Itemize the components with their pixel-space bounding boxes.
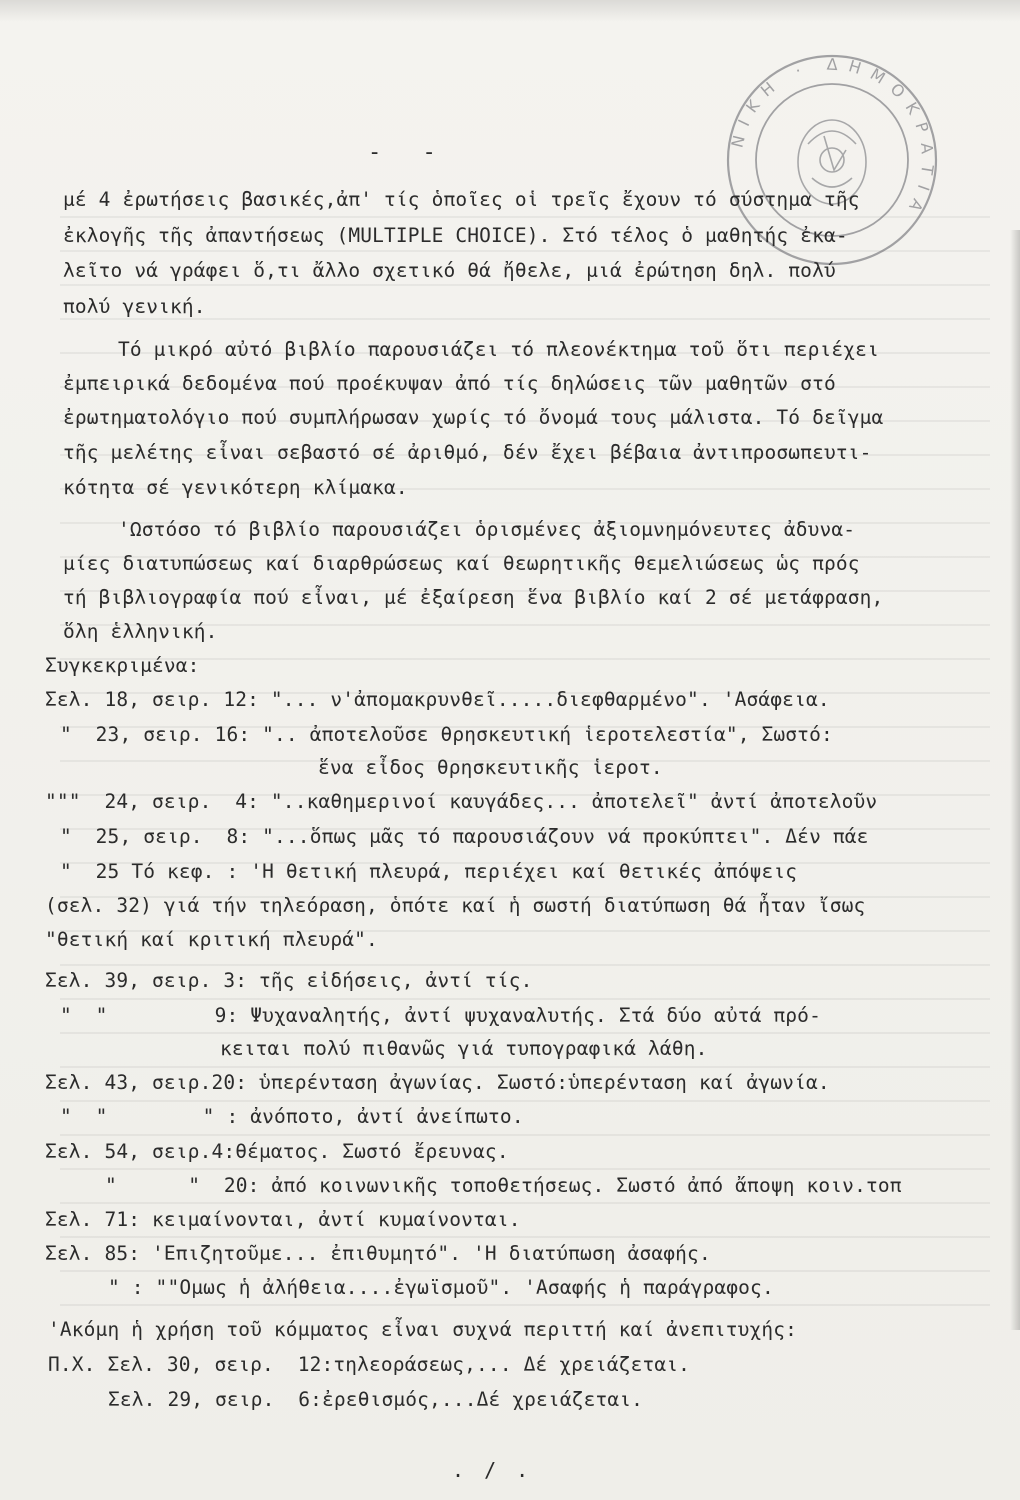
text-line: Τό μικρό αὐτό βιβλίο παρουσιάζει τό πλεονέκτημα τοῦ ὅτι περιέχει — [118, 338, 879, 361]
text-line: " : ""Ομως ἡ ἀλήθεια....ἐγωϊσμοῦ". 'Ασαφής ἡ παράγραφος. — [108, 1276, 774, 1299]
text-line: """ 24, σειρ. 4: "..καθημερινοί καυγάδες... ἀποτελεῖ" ἀντί ἀποτελοῦν — [45, 790, 878, 813]
text-line: Σελ. 71: κειμαίνονται, ἀντί κυμαίνονται. — [45, 1208, 521, 1231]
text-line: 'Ακόμη ἡ χρήση τοῦ κόμματος εἶναι συχνά περιττή καί ἀνεπιτυχής: — [48, 1318, 798, 1341]
text-line: τῆς μελέτης εἶναι σεβαστό σέ ἀριθμό, δέν ἔχει βέβαια ἀντιπροσωπευτι- — [63, 441, 872, 464]
text-line: Σελ. 43, σειρ.20: ὑπερένταση ἀγωνίας. Σωστό:ὑπερένταση καί ἀγωνία. — [45, 1071, 830, 1094]
text-line: "θετική καί κριτική πλευρά". — [45, 928, 378, 951]
text-line: ἐρωτηματολόγιο πού συμπλήρωσαν χωρίς τό ὄνομά τους μάλιστα. Τό δεῖγμα — [63, 406, 884, 429]
scan-right-edge — [1010, 230, 1020, 1330]
text-line: Συγκεκριμένα: — [45, 654, 200, 677]
text-line: μίες διατυπώσεως καί διαρθρώσεως καί θεωρητικῆς θεμελιώσεως ὡς πρός — [63, 552, 860, 575]
text-line: κότητα σέ γενικότερη κλίμακα. — [63, 476, 408, 499]
text-line: ὅλη ἑλληνική. — [63, 620, 218, 643]
text-line: μέ 4 ἐρωτήσεις βασικές,ἀπ' τίς ὁποῖες οἱ τρεῖς ἔχουν τό σύστημα τῆς — [63, 188, 860, 211]
text-line: Σελ. 18, σειρ. 12: "... ν'ἀπομακρυνθεῖ.....διεφθαρμένο". 'Ασάφεια. — [45, 688, 830, 711]
text-line: Σελ. 29, σειρ. 6:ἐρεθισμός,...Δέ χρειάζεται. — [108, 1388, 644, 1411]
text-line: " 23, σειρ. 16: ".. ἀποτελοῦσε θρησκευτική ἱεροτελεστία", Σωστό: — [60, 723, 833, 746]
text-line: Π.Χ. Σελ. 30, σειρ. 12:τηλεοράσεως,... Δέ χρειάζεται. — [48, 1353, 691, 1376]
text-line: " 25, σειρ. 8: "...ὅπως μᾶς τό παρουσιάζουν νά προκύπτει". Δέν πάε — [60, 825, 869, 848]
text-line: ἐκλογῆς τῆς ἀπαντήσεως (MULTIPLE CHOICE). Στό τέλος ὁ μαθητής ἐκα- — [63, 224, 848, 247]
text-line: " " 20: ἀπό κοινωνικῆς τοποθετήσεως. Σωστό ἀπό ἄποψη κοιν.τοπ — [105, 1174, 902, 1197]
text-line: λεῖτο νά γράφει ὅ,τι ἄλλο σχετικό θά ἤθελε, μιά ἐρώτηση δηλ. πολύ — [63, 259, 836, 282]
text-line: Σελ. 85: 'Επιζητοῦμε... ἐπιθυμητό". 'Η διατύπωση ἀσαφής. — [45, 1242, 711, 1265]
text-line: ἐμπειρικά δεδομένα πού προέκυψαν ἀπό τίς δηλώσεις τῶν μαθητῶν στό — [63, 372, 836, 395]
stamp-ring-text: ΝΙΚΗ · ΔΗΜΟΚΡΑΤΙΑ — [727, 54, 938, 224]
page-continuation-marker: . / . — [452, 1458, 533, 1482]
text-line: πολύ γενική. — [63, 295, 206, 318]
text-line: " 25 Τό κεφ. : 'Η θετική πλευρά, περιέχει καί θετικές ἀπόψεις — [60, 860, 798, 883]
text-line: Σελ. 39, σειρ. 3: τῆς εἰδήσεις, ἀντί τίς. — [45, 969, 533, 992]
text-line: 'Ωστόσο τό βιβλίο παρουσιάζει ὁρισμένες ἀξιομνημόνευτες ἀδυνα- — [118, 518, 856, 541]
text-line: " " 9: Ψυχαναλητής, ἀντί ψυχαναλυτής. Στά δύο αὐτά πρό- — [60, 1004, 821, 1027]
text-line: κειται πολύ πιθανῶς γιά τυπογραφικά λάθη. — [220, 1037, 708, 1060]
text-line: (σελ. 32) γιά τήν τηλεόραση, ὁπότε καί ἡ σωστή διατύπωση θά ἦταν ἴσως — [45, 894, 866, 917]
text-line: " " " : ἀνόποτο, ἀντί ἀνείπωτο. — [60, 1105, 524, 1128]
scan-top-shadow — [0, 0, 1020, 22]
text-line: ἕνα εἶδος θρησκευτικῆς ἱεροτ. — [318, 756, 663, 779]
page-marker: - - — [368, 140, 450, 165]
text-line: τή βιβλιογραφία πού εἶναι, μέ ἐξαίρεση ἕνα βιβλίο καί 2 σέ μετάφραση, — [63, 586, 884, 609]
text-line: Σελ. 54, σειρ.4:θέματος. Σωστό ἔρευνας. — [45, 1140, 509, 1163]
